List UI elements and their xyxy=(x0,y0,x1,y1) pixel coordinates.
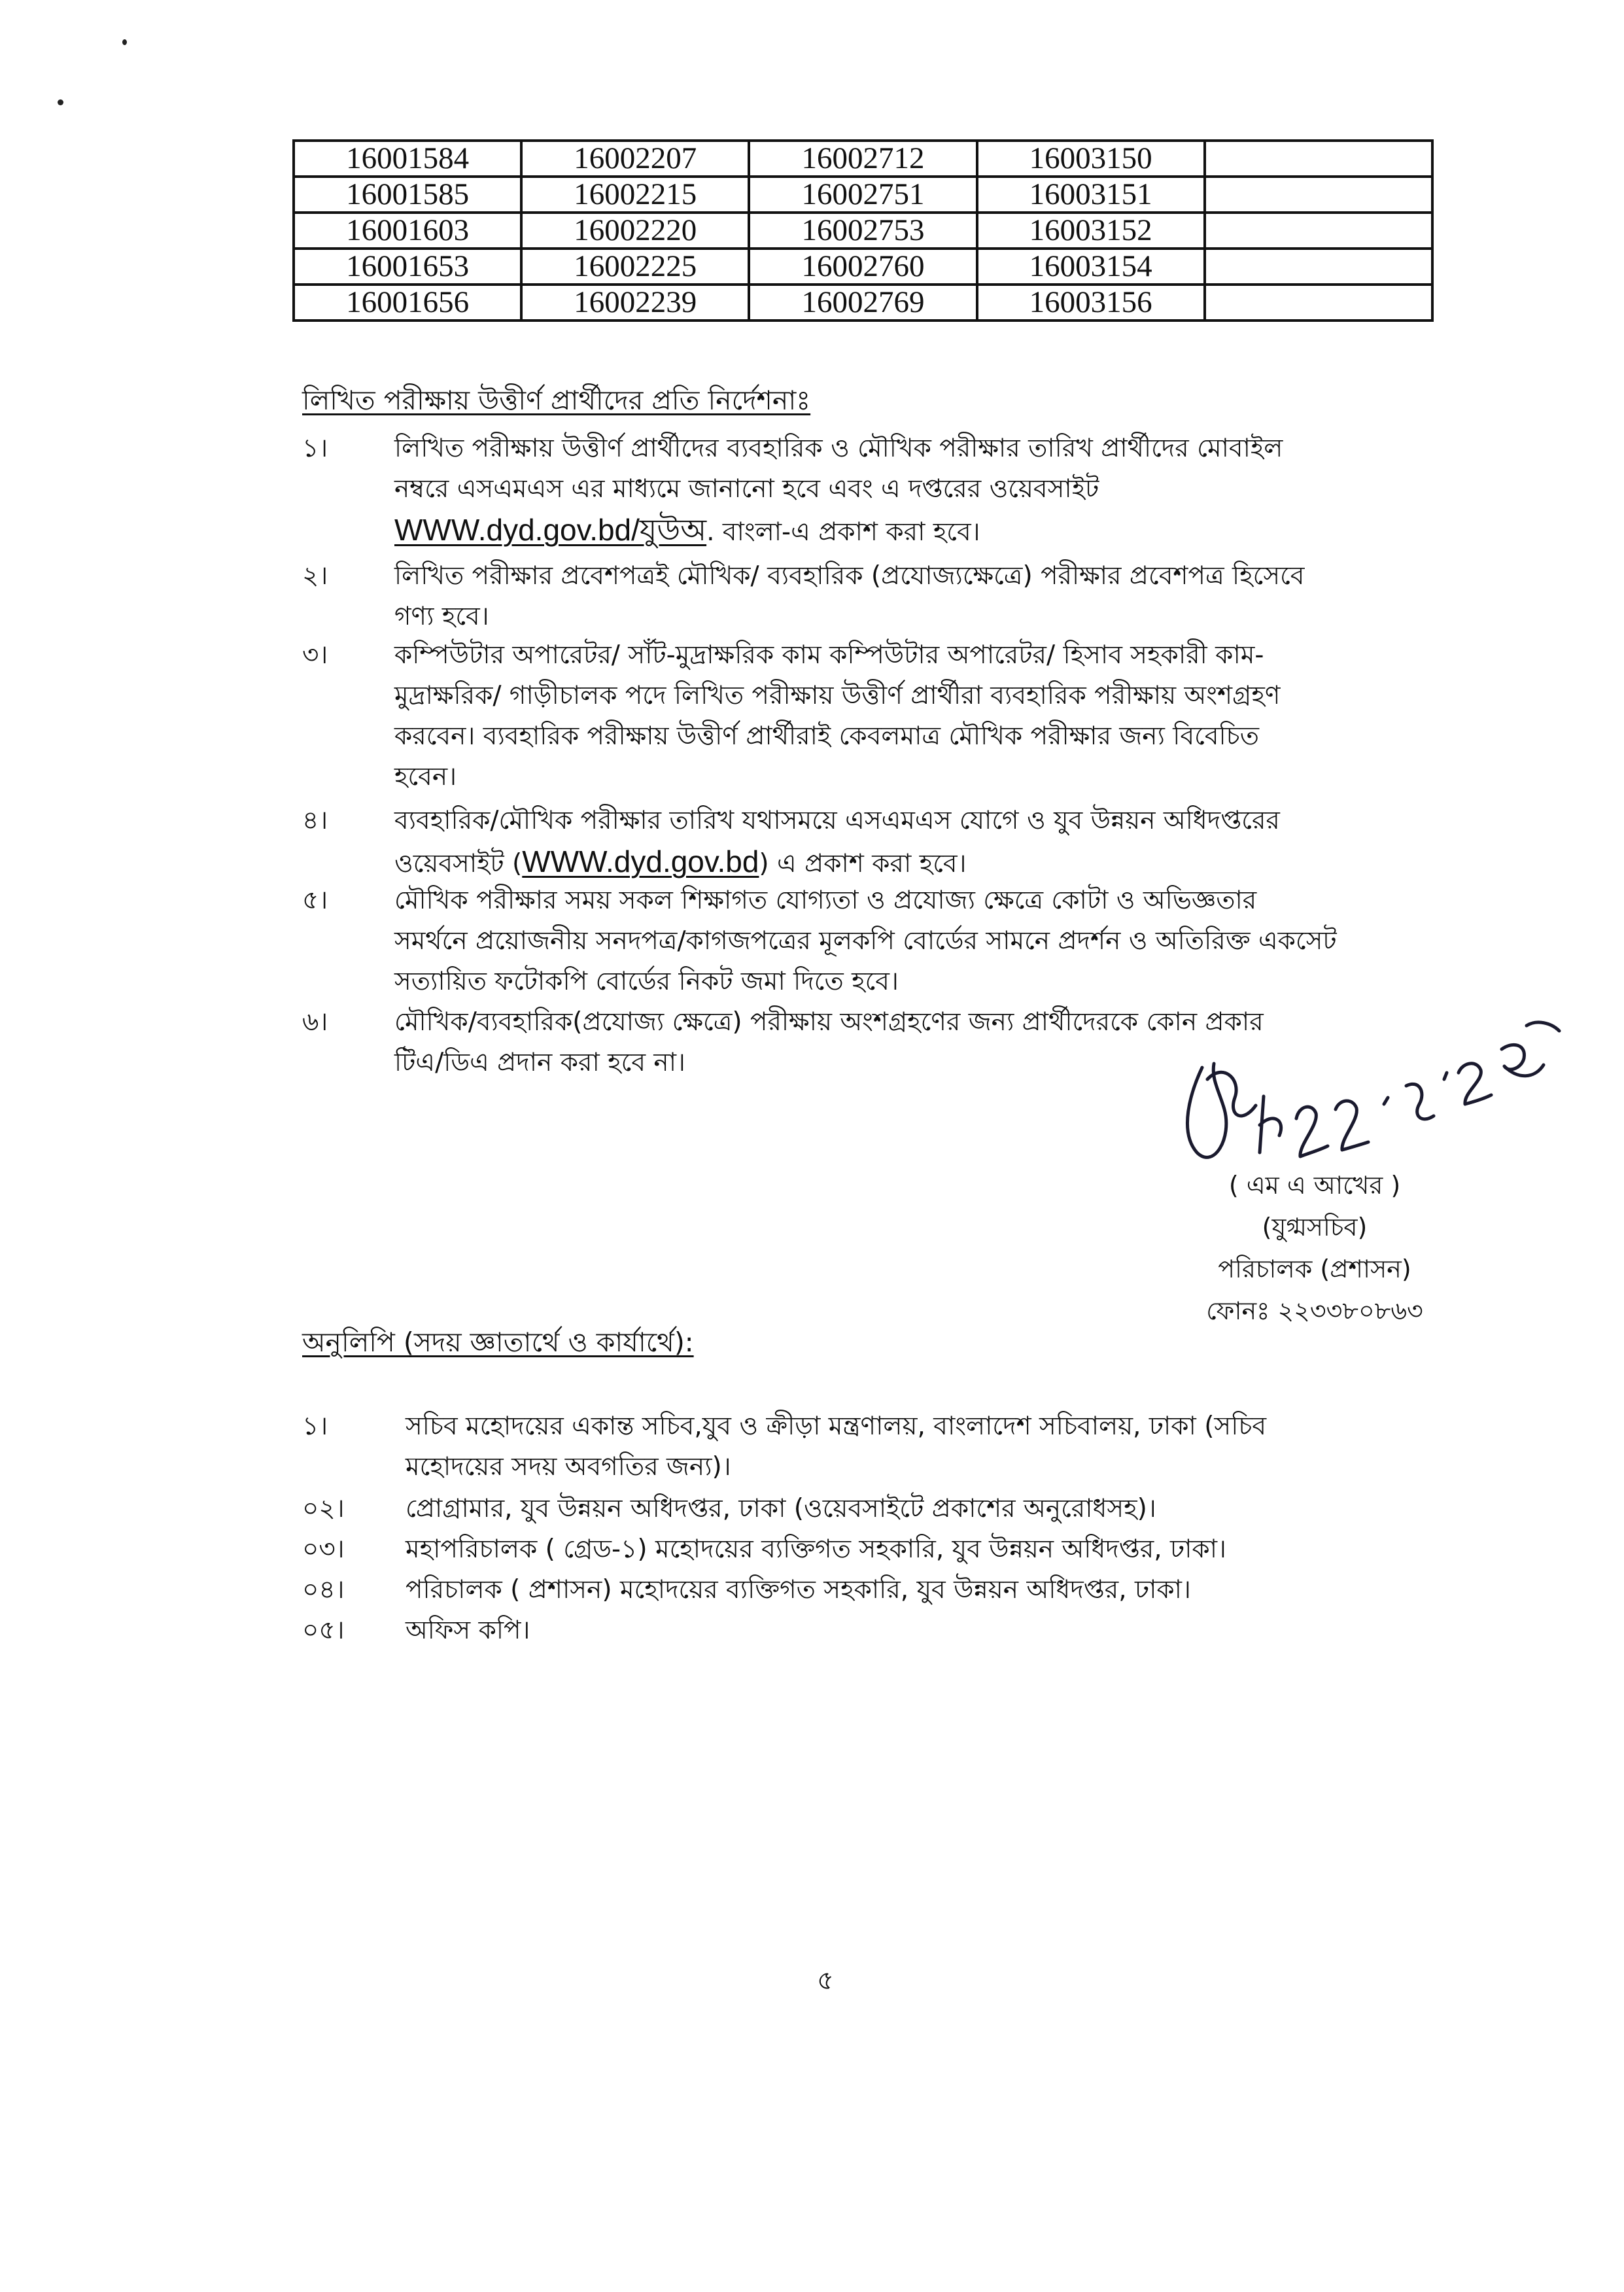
text-line: মহোদয়ের সদয় অবগতির জন্য)। xyxy=(406,1452,731,1482)
table-row xyxy=(294,249,1432,285)
instruction-number: ৫। xyxy=(302,886,328,915)
copy-item-5-text xyxy=(406,1610,1478,1651)
instruction-1-text xyxy=(394,428,1480,553)
table-cell: 16002207 xyxy=(521,141,749,177)
text-span: ) এ প্রকাশ করা হবে। xyxy=(759,849,967,878)
scan-speck xyxy=(122,39,127,45)
table-cell: 16002239 xyxy=(521,285,749,321)
page-number: ৫ xyxy=(817,1966,834,1996)
copy-item-2-text xyxy=(406,1489,1478,1529)
instruction-3-text xyxy=(394,635,1480,797)
text-line xyxy=(394,841,1480,884)
text-line: মুদ্রাক্ষরিক/ গাড়ীচালক পদে লিখিত পরীক্ষায় উত্তীর্ণ প্রার্থীরা ব্যবহারিক পরীক্ষায় অংশগ্রহণ xyxy=(394,681,1281,710)
copy-item-1-text xyxy=(406,1406,1478,1487)
table-cell: 16001603 xyxy=(294,213,521,249)
table-cell: 16001656 xyxy=(294,285,521,321)
text-line: কম্পিউটার অপারেটর/ সাঁট-মুদ্রাক্ষরিক কাম কম্পিউটার অপারেটর/ হিসাব সহকারী কাম- xyxy=(394,640,1264,670)
text-line: মহাপরিচালক ( গ্রেড-১) মহোদয়ের ব্যক্তিগত সহকারি, যুব উন্নয়ন অধিদপ্তর, ঢাকা। xyxy=(406,1535,1226,1564)
table-cell: 16002215 xyxy=(521,177,749,213)
copy-list-heading: অনুলিপি (সদয় জ্ঞাতার্থে ও কার্যার্থে): xyxy=(302,1327,694,1358)
text-line: লিখিত পরীক্ষায় উত্তীর্ণ প্রার্থীদের ব্যবহারিক ও মৌখিক পরীক্ষার তারিখ প্রার্থীদের মোবাইল xyxy=(394,434,1283,463)
signature-block xyxy=(1145,1164,1485,1332)
table-cell: 16001584 xyxy=(294,141,521,177)
text-line: টিএ/ডিএ প্রদান করা হবে না। xyxy=(394,1048,685,1077)
scan-speck xyxy=(58,99,63,105)
table-cell: 16002712 xyxy=(749,141,976,177)
table-cell: 16003156 xyxy=(977,285,1205,321)
handwritten-signature xyxy=(1151,981,1570,1190)
copy-item-3-text xyxy=(406,1529,1478,1570)
instruction-number: ১। xyxy=(302,434,328,463)
table-cell: 16003154 xyxy=(977,249,1205,285)
copy-number: ১। xyxy=(302,1412,328,1441)
table-cell xyxy=(1205,213,1432,249)
table-cell: 16003151 xyxy=(977,177,1205,213)
text-line: পরিচালক ( প্রশাসন) মহোদয়ের ব্যক্তিগত সহকারি, যুব উন্নয়ন অধিদপ্তর, ঢাকা। xyxy=(406,1575,1191,1605)
website-link[interactable]: WWW.dyd.gov.bd/যুউঅ xyxy=(394,513,707,547)
table-cell: 16001653 xyxy=(294,249,521,285)
table-cell xyxy=(1205,177,1432,213)
table-cell: 16003152 xyxy=(977,213,1205,249)
table-row xyxy=(294,213,1432,249)
signatory-name: ( এম এ আখের ) xyxy=(1228,1171,1401,1200)
instruction-2-text xyxy=(394,556,1480,637)
text-line: করবেন। ব্যবহারিক পরীক্ষায় উত্তীর্ণ প্রার্থীরাই কেবলমাত্র মৌখিক পরীক্ষার জন্য বিবেচিত xyxy=(394,721,1259,751)
copy-number: ০৫। xyxy=(302,1616,345,1645)
text-line: গণ্য হবে। xyxy=(394,602,489,631)
signatory-phone: ফোনঃ ২২৩৩৮০৮৬৩ xyxy=(1206,1296,1423,1325)
table-cell: 16003150 xyxy=(977,141,1205,177)
table-cell: 16002769 xyxy=(749,285,976,321)
table-cell: 16002220 xyxy=(521,213,749,249)
text-line: সত্যায়িত ফটোকপি বোর্ডের নিকট জমা দিতে হবে। xyxy=(394,967,899,996)
table-row xyxy=(294,141,1432,177)
text-line: মৌখিক/ব্যবহারিক(প্রযোজ্য ক্ষেত্রে) পরীক্ষায় অংশগ্রহণের জন্য প্রার্থীদেরকে কোন প্রকার xyxy=(394,1007,1264,1037)
text-line: নম্বরে এসএমএস এর মাধ্যমে জানানো হবে এবং এ দপ্তরের ওয়েবসাইট xyxy=(394,474,1099,504)
text-line: লিখিত পরীক্ষার প্রবেশপত্রই মৌখিক/ ব্যবহারিক (প্রযোজ্যক্ষেত্রে) পরীক্ষার প্রবেশপত্র হিসেবে xyxy=(394,561,1305,591)
text-span: . বাংলা-এ প্রকাশ করা হবে। xyxy=(706,517,980,547)
copy-item-4-text xyxy=(406,1570,1478,1610)
instruction-number: ৬। xyxy=(302,1007,328,1037)
table-cell xyxy=(1205,141,1432,177)
copy-number: ০৩। xyxy=(302,1535,345,1564)
table-cell: 16001585 xyxy=(294,177,521,213)
text-line: মৌখিক পরীক্ষার সময় সকল শিক্ষাগত যোগ্যতা ও প্রযোজ্য ক্ষেত্রে কোটা ও অভিজ্ঞতার xyxy=(394,886,1257,915)
table-cell: 16002753 xyxy=(749,213,976,249)
text-line xyxy=(394,510,1480,553)
text-line: সমর্থনে প্রয়োজনীয় সনদপত্র/কাগজপত্রের মূলকপি বোর্ডের সামনে প্রদর্শন ও অতিরিক্ত একসেট xyxy=(394,926,1337,956)
copy-number: ০২। xyxy=(302,1494,345,1523)
table-cell: 16002760 xyxy=(749,249,976,285)
text-line: প্রোগ্রামার, যুব উন্নয়ন অধিদপ্তর, ঢাকা (ওয়েবসাইটে প্রকাশের অনুরোধসহ)। xyxy=(406,1494,1156,1523)
text-line: সচিব মহোদয়ের একান্ত সচিব,যুব ও ক্রীড়া মন্ত্রণালয়, বাংলাদেশ সচিবালয়, ঢাকা (সচিব xyxy=(406,1412,1267,1441)
table-cell xyxy=(1205,285,1432,321)
text-line: ব্যবহারিক/মৌখিক পরীক্ষার তারিখ যথাসময়ে এসএমএস যোগে ও যুব উন্নয়ন অধিদপ্তরের xyxy=(394,806,1280,835)
table-row xyxy=(294,285,1432,321)
text-span: ওয়েবসাইট ( xyxy=(394,849,523,878)
roll-number-table xyxy=(292,139,1434,322)
text-line: হবেন। xyxy=(394,762,457,791)
table-cell: 16002751 xyxy=(749,177,976,213)
signatory-designation: পরিচালক (প্রশাসন) xyxy=(1218,1255,1411,1283)
instruction-number: ৪। xyxy=(302,806,328,835)
instruction-4-text xyxy=(394,801,1480,884)
website-link[interactable]: WWW.dyd.gov.bd xyxy=(522,844,759,878)
table-cell xyxy=(1205,249,1432,285)
text-line: অফিস কপি। xyxy=(406,1616,530,1645)
instruction-number: ৩। xyxy=(302,640,328,670)
instructions-heading: লিখিত পরীক্ষায় উত্তীর্ণ প্রার্থীদের প্রতি নির্দেশনাঃ xyxy=(302,385,811,416)
copy-number: ০৪। xyxy=(302,1575,345,1605)
signatory-title: (যুগ্মসচিব) xyxy=(1262,1213,1368,1242)
instruction-number: ২। xyxy=(302,561,328,591)
table-row xyxy=(294,177,1432,213)
table-cell: 16002225 xyxy=(521,249,749,285)
